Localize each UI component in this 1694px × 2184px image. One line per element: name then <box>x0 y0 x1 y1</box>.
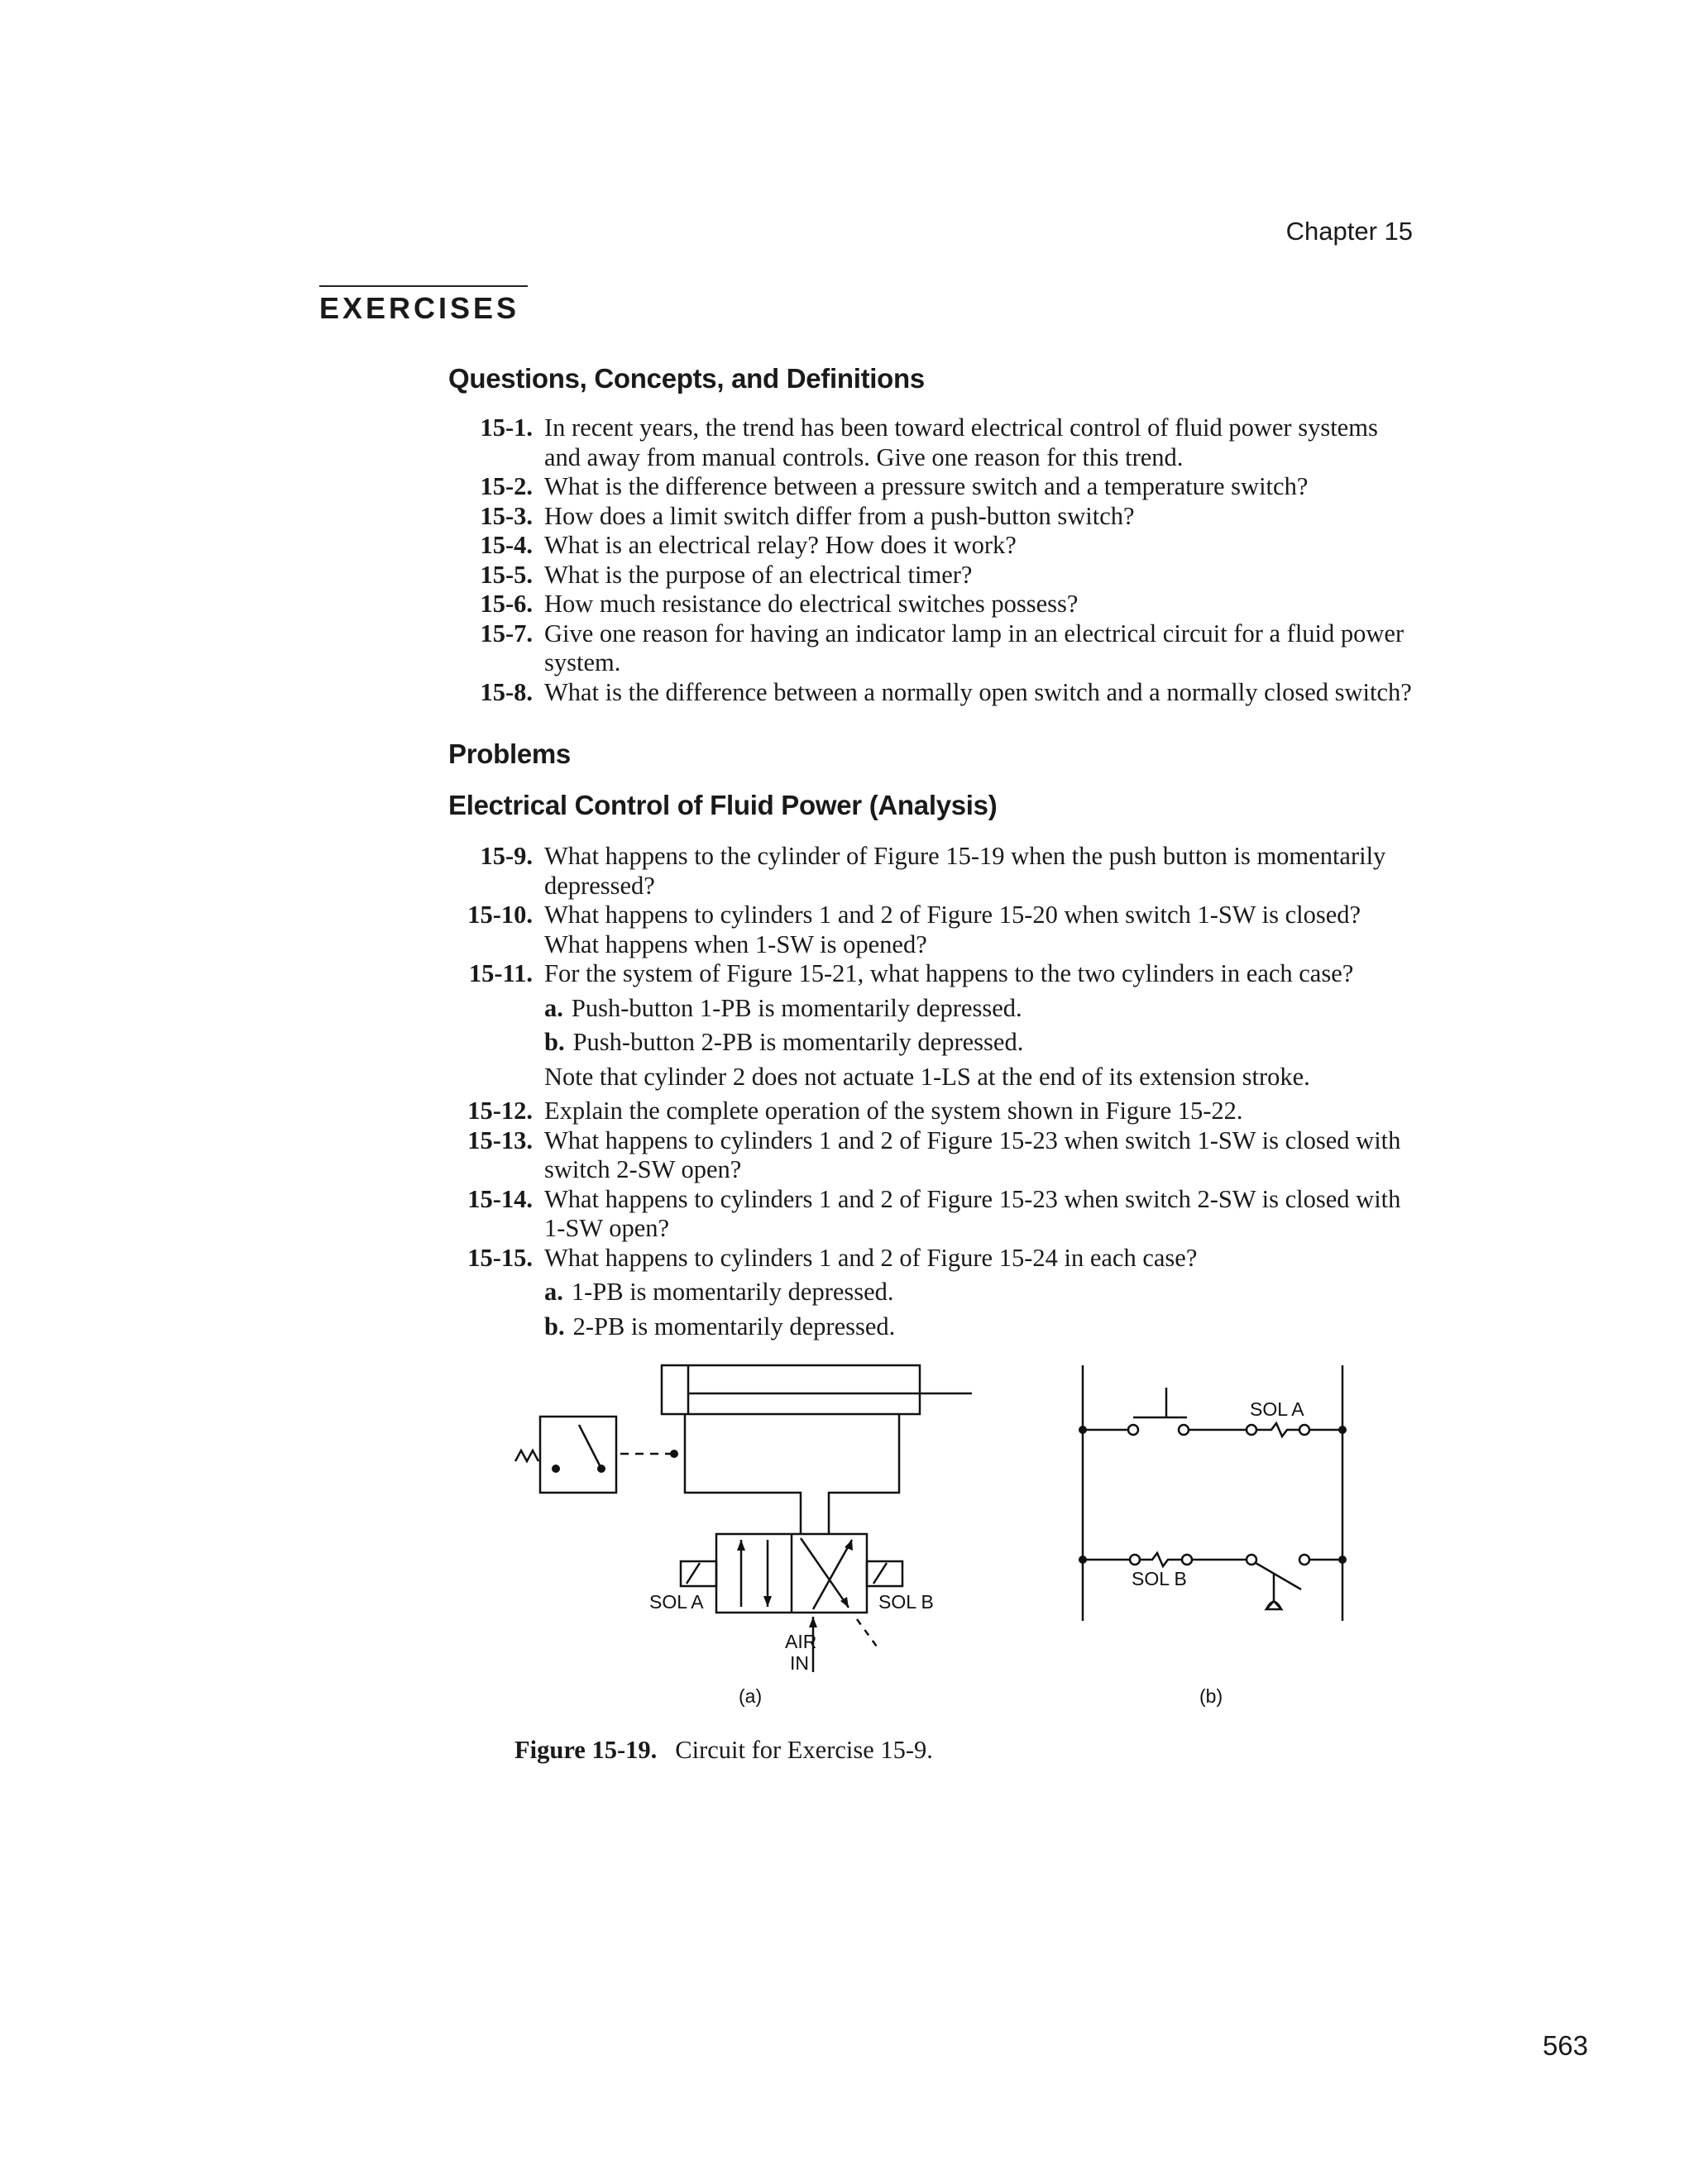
exercise-item <box>447 413 1416 472</box>
panel-b-label: (b) <box>1199 1685 1223 1707</box>
page-number: 563 <box>1542 2030 1588 2061</box>
subitem-label: a. <box>544 1278 563 1306</box>
exercise-text: What happens to cylinders 1 and 2 of Figure 15-23 when switch 2-SW is closed with 1-SW open? <box>544 1184 1401 1242</box>
exercise-text: What happens to the cylinder of Figure 15-19 when the push button is momentarily depressed? <box>544 842 1386 900</box>
exercise-text: How much resistance do electrical switches possess? <box>544 590 1079 618</box>
exercise-text: What happens to cylinders 1 and 2 of Figure 15-23 when switch 1-SW is closed with switch 2-SW open? <box>544 1125 1401 1183</box>
figure-caption-text: Circuit for Exercise 15-9. <box>675 1736 933 1764</box>
ladder-diagram <box>1079 1365 1347 1621</box>
subitem-label: b. <box>544 1312 565 1341</box>
exercise-subitem <box>544 1278 1416 1307</box>
subitem-text: Push-button 1-PB is momentarily depressed. <box>571 993 1022 1022</box>
exercise-text: In recent years, the trend has been toward electrical control of fluid power systems and away from manual controls. Give one reason for this trend. <box>544 413 1378 471</box>
air-in-label-1: AIR <box>785 1631 817 1652</box>
problems-heading: Problems <box>448 738 571 769</box>
exercise-text: What is the difference between a normally open switch and a normally closed switch? <box>544 677 1412 706</box>
figure-caption <box>514 1736 933 1765</box>
exercise-item <box>447 472 1416 502</box>
figure-caption-label: Figure 15-19. <box>514 1736 658 1764</box>
exercise-number: 15-11. <box>468 959 533 987</box>
chapter-label: Chapter 15 <box>1285 217 1413 246</box>
exercise-item <box>447 1185 1416 1244</box>
exercise-number: 15-15. <box>467 1243 533 1272</box>
questions-heading: Questions, Concepts, and Definitions <box>448 363 925 394</box>
exercise-item <box>447 590 1416 619</box>
cylinder <box>662 1365 972 1414</box>
directional-valve <box>681 1534 902 1646</box>
sol-b-ladder-label: SOL B <box>1132 1568 1187 1589</box>
sol-a-valve-label: SOL A <box>649 1591 704 1613</box>
exercise-text: Give one reason for having an indicator lamp in an electrical circuit for a fluid power system. <box>544 619 1404 676</box>
exercise-text: What happens to cylinders 1 and 2 of Figure 15-20 when switch 1-SW is closed? What happens when 1-SW is opened? <box>544 901 1361 958</box>
exercise-subitem <box>544 994 1416 1024</box>
questions-list <box>447 413 1416 707</box>
problems-list <box>447 842 1416 1346</box>
exercise-item <box>447 959 1416 989</box>
exercise-text: What is the difference between a pressure switch and a temperature switch? <box>544 472 1309 500</box>
subitem-label: a. <box>544 993 563 1022</box>
exercise-text: What is the purpose of an electrical timer? <box>544 560 973 589</box>
exercise-item <box>447 1126 1416 1185</box>
exercise-number: 15-3. <box>480 501 533 530</box>
exercise-text: What is an electrical relay? How does it work? <box>544 531 1017 559</box>
exercise-number: 15-7. <box>480 619 533 648</box>
exercise-number: 15-4. <box>480 531 533 559</box>
exercise-item <box>447 842 1416 901</box>
exercise-number: 15-13. <box>467 1125 533 1154</box>
exercise-text: How does a limit switch differ from a push-button switch? <box>544 501 1135 530</box>
exercise-number: 15-1. <box>480 413 533 442</box>
exercise-number: 15-6. <box>480 590 533 618</box>
exercise-item <box>447 619 1416 678</box>
exercise-item <box>447 1244 1416 1274</box>
exercise-item <box>447 531 1416 561</box>
exercise-item <box>447 502 1416 532</box>
exercise-number: 15-12. <box>467 1097 533 1125</box>
exercise-item <box>447 561 1416 590</box>
figure-15-19 <box>496 1356 1390 1720</box>
exercise-subitem <box>544 1028 1416 1058</box>
air-in-label-2: IN <box>790 1652 809 1674</box>
exercise-number: 15-14. <box>467 1184 533 1213</box>
subitem-label: b. <box>544 1028 565 1056</box>
analysis-heading: Electrical Control of Fluid Power (Analysis) <box>448 790 998 820</box>
exercise-note: Note that cylinder 2 does not actuate 1-LS at the end of its extension stroke. <box>544 1062 1310 1091</box>
exercise-number: 15-5. <box>480 560 533 589</box>
exercise-text: What happens to cylinders 1 and 2 of Figure 15-24 in each case? <box>544 1243 1198 1272</box>
exercise-item <box>447 1097 1416 1126</box>
subitem-text: 2-PB is momentarily depressed. <box>572 1312 896 1341</box>
sol-a-ladder-label: SOL A <box>1250 1398 1304 1420</box>
exercise-number: 15-8. <box>480 677 533 706</box>
exercise-text: For the system of Figure 15-21, what happens to the two cylinders in each case? <box>544 959 1354 987</box>
sol-b-valve-label: SOL B <box>878 1591 934 1613</box>
push-button-switch <box>515 1417 678 1493</box>
exercise-text: Explain the complete operation of the system shown in Figure 15-22. <box>544 1097 1243 1125</box>
subitem-text: Push-button 2-PB is momentarily depressed. <box>572 1028 1024 1056</box>
exercise-number: 15-9. <box>480 842 533 870</box>
panel-a-label: (a) <box>739 1685 763 1707</box>
subitem-text: 1-PB is momentarily depressed. <box>571 1278 894 1306</box>
title-rule <box>319 285 528 287</box>
exercise-subitem <box>544 1312 1416 1342</box>
exercise-item <box>447 678 1416 708</box>
exercise-number: 15-10. <box>467 901 533 929</box>
exercise-item <box>447 901 1416 959</box>
exercises-heading: EXERCISES <box>319 291 520 325</box>
exercise-number: 15-2. <box>480 472 533 500</box>
